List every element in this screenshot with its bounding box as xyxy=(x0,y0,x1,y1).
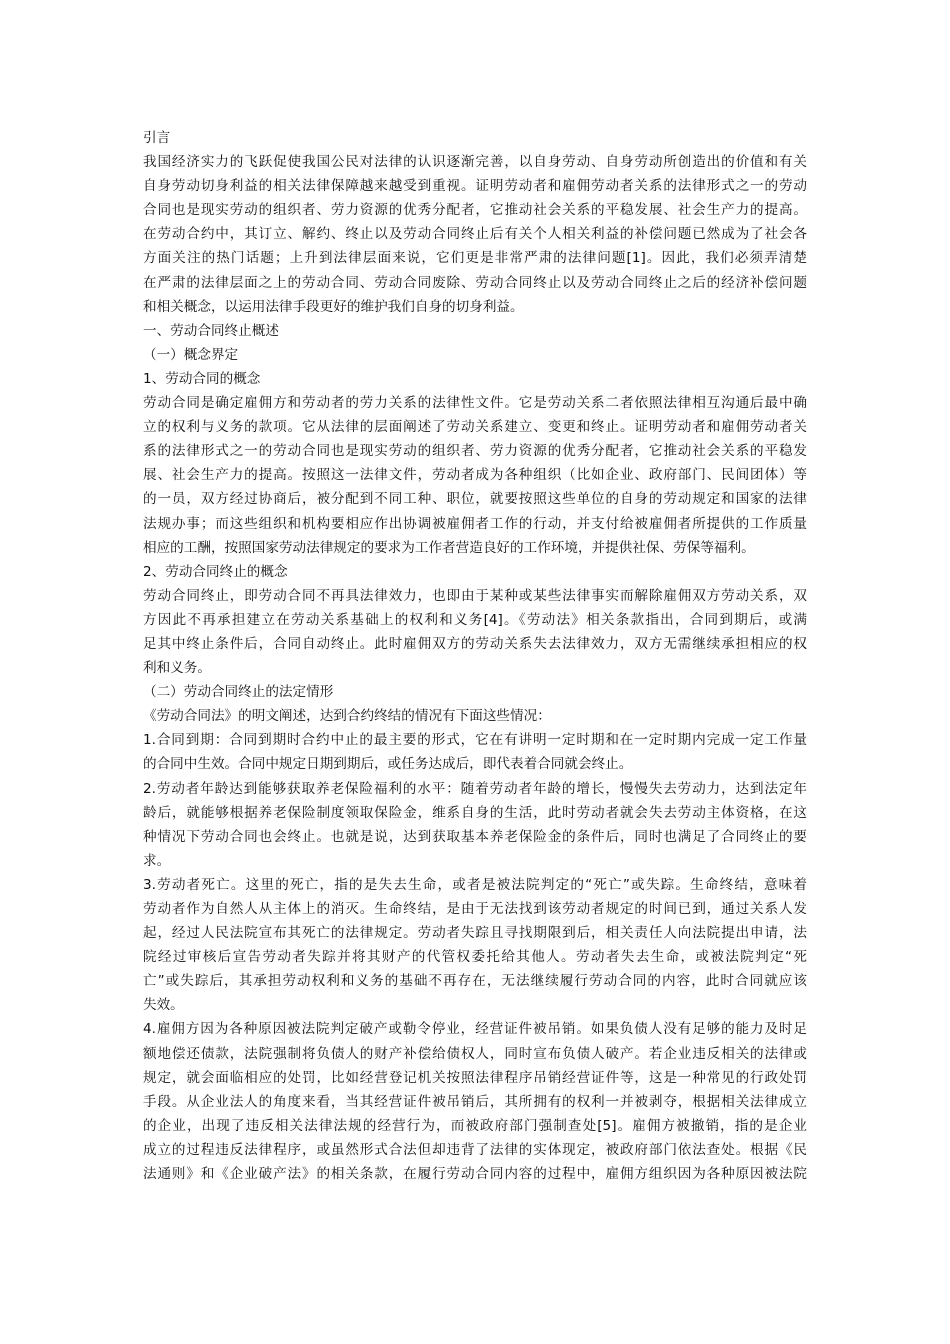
paragraph-line: 规定，就会面临相应的处罚，比如经营登记机关按照法律程序吊销经营证件等，这是一种常见的行政处罚 xyxy=(143,1069,807,1086)
paragraph-line: 龄后，就能够根据养老保险制度领取保险金，维系自身的生活，此时劳动者就会失去劳动主体资格，在这 xyxy=(143,804,807,821)
section-heading: 引言 xyxy=(143,130,171,146)
paragraph-line: 自身劳动切身利益的相关法律保障越来越受到重视。证明劳动者和雇佣劳动者关系的法律形式之一的劳动 xyxy=(143,178,807,195)
paragraph-line: 院经过审核后宣告劳动者失踪并将其财产的代管权委托给其他人。劳动者失去生命，或被法院判定“死 xyxy=(143,949,807,966)
paragraph-line: 立的权利与义务的款项。它从法律的层面阐述了劳动关系建立、变更和终止。证明劳动者和雇佣劳动者关 xyxy=(143,419,807,436)
paragraph-line: 1.合同到期：合同到期时合约中止的最主要的形式，它在有讲明一定时期和在一定时期内完成一定工作量 xyxy=(143,732,807,749)
paragraph-line: 法通则》和《企业破产法》的相关条款，在履行劳动合同内容的过程中，雇佣方组织因为各种原因被法院 xyxy=(143,1166,807,1183)
paragraph-line: 额地偿还债款，法院强制将负债人的财产补偿给债权人，同时宣布负债人破产。若企业违反相关的法律或 xyxy=(143,1045,807,1062)
paragraph-line: 劳动合同终止，即劳动合同不再具法律效力，也即由于某种或某些法律事实而解除雇佣双方劳动关系，双 xyxy=(143,587,807,604)
paragraph-line: 系的法律形式之一的劳动合同也是现实劳动的组织者、劳力资源的优秀分配者，它推动社会关系的平稳发 xyxy=(143,443,807,460)
paragraph-line: 4.雇佣方因为各种原因被法院判定破产或勒令停业，经营证件被吊销。如果负债人没有足够的能力及时足 xyxy=(143,1021,807,1038)
paragraph-line: 《劳动合同法》的明文阐述，达到合约终结的情况有下面这些情况： xyxy=(143,708,551,725)
paragraph-line: 方因此不再承担建立在劳动关系基础上的权利和义务[4]。《劳动法》相关条款指出，合同到期后，或满 xyxy=(143,611,807,628)
section-heading: （二）劳动合同终止的法定情形 xyxy=(143,684,334,701)
paragraph-line: 3.劳动者死亡。这里的死亡，指的是失去生命，或者是被法院判定的“死亡”或失踪。生命终结，意味着 xyxy=(143,876,807,893)
paragraph-line: 劳动合同是确定雇佣方和劳动者的劳力关系的法律性文件。它是劳动关系二者依照法律相互沟通后最中确 xyxy=(143,395,807,412)
section-heading: 一、劳动合同终止概述 xyxy=(143,322,279,339)
section-heading: （一）概念界定 xyxy=(143,346,239,363)
document-page xyxy=(143,126,807,1186)
section-heading: 1、劳动合同的概念 xyxy=(143,370,261,387)
paragraph-line: 在劳动合约中，其订立、解约、终止以及劳动合同终止后有关个人相关利益的补偿问题已然成为了社会各 xyxy=(143,226,807,243)
paragraph-line: 我国经济实力的飞跃促使我国公民对法律的认识逐渐完善，以自身劳动、自身劳动所创造出的价值和有关 xyxy=(143,154,807,171)
paragraph-line: 失效。 xyxy=(143,997,184,1014)
paragraph-line: 亡”或失踪后，其承担劳动权利和义务的基础不再存在，无法继续履行劳动合同的内容，此时合同就应该 xyxy=(143,973,807,990)
paragraph-line: 的企业，出现了违反相关法律法规的经营行为，而被政府部门强制查处[5]。雇佣方被撤销，指的是企业 xyxy=(143,1117,807,1134)
paragraph-line: 法规办事；而这些组织和机构要相应作出协调被雇佣者工作的行动，并支付给被雇佣者所提供的工作质量 xyxy=(143,515,807,532)
paragraph-line: 相应的工酬，按照国家劳动法律规定的要求为工作者营造良好的工作环境，并提供社保、劳保等福利。 xyxy=(143,539,755,556)
paragraph-line: 的合同中生效。合同中规定日期到期后，或任务达成后，即代表着合同就会终止。 xyxy=(143,756,633,773)
paragraph-line: 的一员，双方经过协商后，被分配到不同工种、职位，就要按照这些单位的自身的劳动规定和国家的法律 xyxy=(143,491,807,508)
paragraph-line: 成立的过程违反法律程序，或虽然形式合法但却违背了法律的实体现定，被政府部门依法查处。根据《民 xyxy=(143,1141,807,1158)
paragraph-line: 方面关注的热门话题；上升到法律层面来说，它们更是非常严肃的法律问题[1]。因此，我们必须弄清楚 xyxy=(143,250,807,267)
paragraph-line: 2.劳动者年龄达到能够获取养老保险福利的水平：随着劳动者年龄的增长，慢慢失去劳动力，达到法定年 xyxy=(143,780,807,797)
paragraph-line: 劳动者作为自然人从主体上的消灭。生命终结，是由于无法找到该劳动者规定的时间已到，通过关系人发 xyxy=(143,901,807,917)
paragraph-line: 合同也是现实劳动的组织者、劳力资源的优秀分配者，它推动社会关系的平稳发展、社会生产力的提高。 xyxy=(143,202,807,219)
paragraph-line: 足其中终止条件后，合同自动终止。此时雇佣双方的劳动关系失去法律效力，双方无需继续承担相应的权 xyxy=(143,635,807,652)
paragraph-line: 利和义务。 xyxy=(143,660,211,677)
paragraph-line: 展、社会生产力的提高。按照这一法律文件，劳动者成为各种组织（比如企业、政府部门、民间团体）等 xyxy=(143,467,807,484)
paragraph-line: 求。 xyxy=(143,852,171,869)
paragraph-line: 在严肃的法律层面之上的劳动合同、劳动合同废除、劳动合同终止以及劳动合同终止之后的经济补偿问题 xyxy=(143,274,807,291)
paragraph-line: 种情况下劳动合同也会终止。也就是说，达到获取基本养老保险金的条件后，同时也满足了合同终止的要 xyxy=(143,828,807,845)
section-heading: 2、劳动合同终止的概念 xyxy=(143,563,288,580)
paragraph-line: 和相关概念，以运用法律手段更好的维护我们自身的切身利益。 xyxy=(143,298,524,315)
paragraph-line: 起，经过人民法院宣布其死亡的法律规定。劳动者失踪且寻找期限到后，相关责任人向法院提出申请，法 xyxy=(143,925,807,942)
paragraph-line: 手段。从企业法人的角度来看，当其经营证件被吊销后，其所拥有的权利一并被剥夺，根据相关法律成立 xyxy=(143,1093,807,1110)
